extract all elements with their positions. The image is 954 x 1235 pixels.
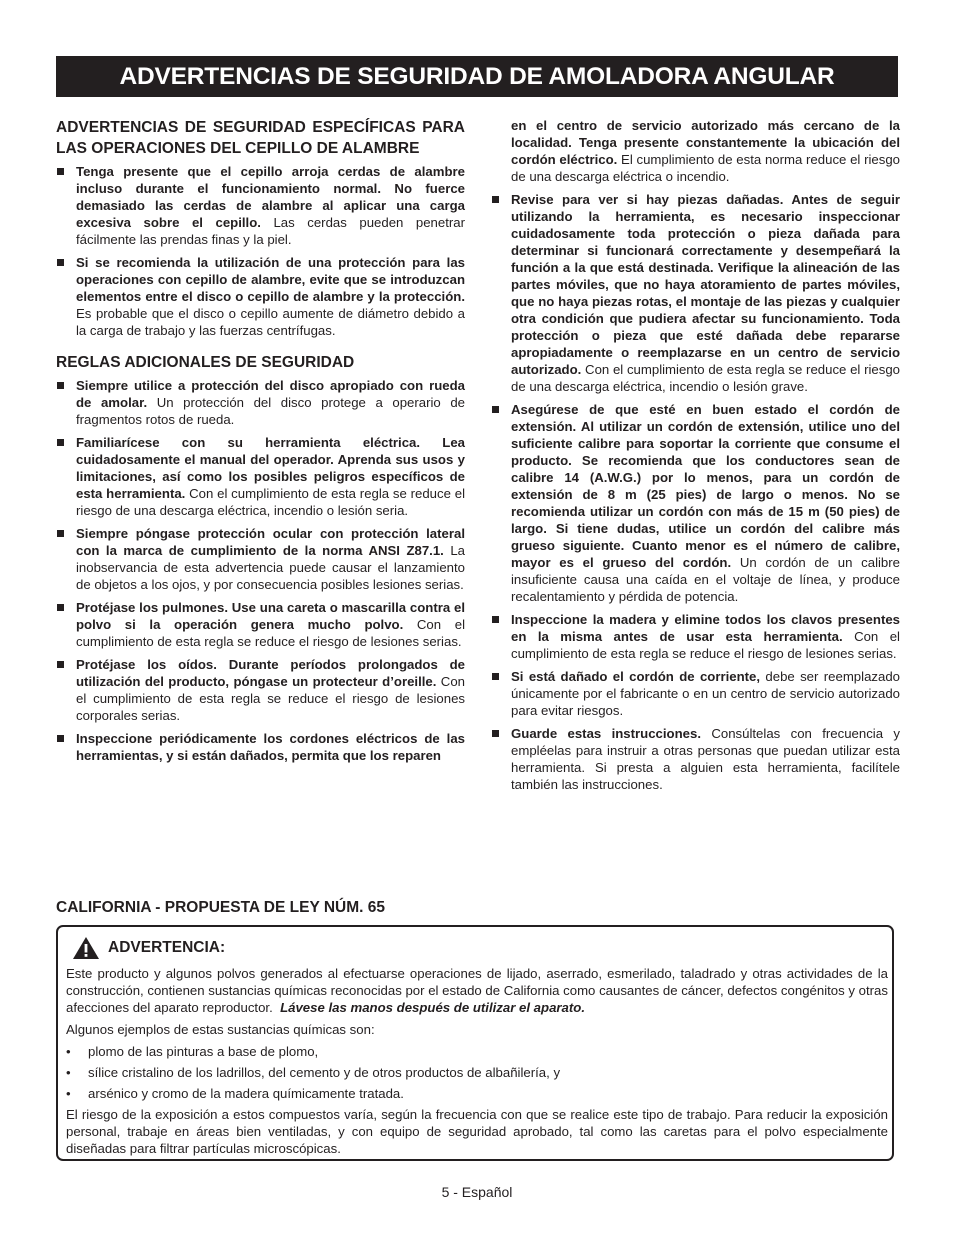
list-item: Siempre póngase protección ocular con protección lateral con la marca de cumplimiento de la norma ANSI Z87.1. La inobservancia de esta advertencia puede causar el lanzamiento de objetos a los ojos, y por consecuencia posibles lesiones serias. xyxy=(56,525,465,593)
list-item: Familiarícese con su herramienta eléctrica. Lea cuidadosamente el manual del operador. Aprenda sus usos y limitaciones, así como los posibles peligros específicos de esta herramienta. Con el cumplimiento de esta regla se reduce el riesgo de una descarga eléctrica, incendio o lesión seria. xyxy=(56,434,465,519)
wire-brush-heading: ADVERTENCIAS DE SEGURIDAD ESPECÍFICAS PARA LAS OPERACIONES DEL CEPILLO DE ALAMBRE xyxy=(56,119,465,157)
list-item: • sílice cristalino de los ladrillos, del cemento y de otros productos de albañilería, y xyxy=(66,1064,888,1081)
list-item: Revise para ver si hay piezas dañadas. Antes de seguir utilizando la herramienta, es necesario inspeccionar cuidadosamente toda protección o pieza dañada para determinar si funcionará correctamente y desempeñará la función a la que está destinada. Verifique la alineación de las partes móviles, que no haya atoramiento de partes móviles, que no haya piezas rotas, el montaje de las piezas y cualquier otra condición que pudiera afectar su funcionamiento. Toda protección o pieza que esté dañada debe repararse apropiadamente o reemplazarse en un centro de servicio autorizado. Con el cumplimiento de esta regla se reduce el riesgo de una descarga eléctrica, incendio o lesión grave. xyxy=(491,191,900,395)
warning-body xyxy=(66,965,888,1162)
california-heading: CALIFORNIA - PROPUESTA DE LEY NÚM. 65 xyxy=(56,899,385,916)
list-item: Protéjase los pulmones. Use una careta o mascarilla contra el polvo si la operación genera mucho polvo. Con el cumplimiento de esta regla se reduce el riesgo de lesiones serias. xyxy=(56,599,465,650)
list-item: Si está dañado el cordón de corriente, debe ser reemplazado únicamente por el fabricante o en un centro de servicio autorizado para evitar riesgos. xyxy=(491,668,900,719)
warning-triangle-icon xyxy=(72,936,100,960)
warning-box xyxy=(56,925,894,1161)
list-item: Asegúrese de que esté en buen estado el cordón de extensión. Al utilizar un cordón de extensión, utilice uno del suficiente calibre para soportar la corriente que consume el producto. Se recomienda que los conductores sean de calibre 14 (A.W.G.) por lo menos, para un cordón de extensión de 8 m (25 pies) de largo o menos. No se recomienda utilizar un cordón con más de 15 m (50 pies) de largo. Si tiene dudas, utilice un cordón del calibre más grueso siguiente. Cuanto menor es el número de calibre, mayor es el grueso del cordón. Un cordón de un calibre insuficiente causa una caída en el voltaje de línea, y produce recalentamiento y pérdida de potencia. xyxy=(491,401,900,605)
warning-emphasis: Lávese las manos después de utilizar el aparato. xyxy=(280,1000,585,1015)
list-item: • plomo de las pinturas a base de plomo, xyxy=(66,1043,888,1060)
bullet-square-icon xyxy=(57,439,64,446)
list-item: Siempre utilice a protección del disco apropiado con rueda de amolar. Un protección del disco protege a operario de fragmentos rotos de rueda. xyxy=(56,377,465,428)
bullet-square-icon xyxy=(57,735,64,742)
bullet-square-icon xyxy=(57,530,64,537)
bullet-square-icon xyxy=(492,730,499,737)
warning-label: ADVERTENCIA: xyxy=(108,939,226,956)
list-item: Guarde estas instrucciones. Consúltelas con frecuencia y empléelas para instruir a otras personas que puedan utilizar esta herramienta. Si presta a alguien esta herramienta, facilítele también las instrucciones. xyxy=(491,725,900,793)
list-item: Inspeccione periódicamente los cordones eléctricos de las herramientas, y si están dañados, permita que los reparen xyxy=(56,730,465,764)
list-item: • arsénico y cromo de la madera químicamente tratada. xyxy=(66,1085,888,1102)
page-title: ADVERTENCIAS DE SEGURIDAD DE AMOLADORA ANGULAR xyxy=(56,56,898,97)
warning-paragraph: Algunos ejemplos de estas sustancias químicas son: xyxy=(66,1022,375,1037)
list-item-continuation: en el centro de servicio autorizado más cercano de la localidad. Tenga presente constantemente la ubicación del cordón eléctrico. El cumplimiento de esta norma reduce el riesgo de una descarga eléctrica o incendio. xyxy=(511,118,900,184)
list-item: Protéjase los oídos. Durante períodos prolongados de utilización del producto, póngase un protecteur d’oreille. Con el cumplimiento de esta regla se reduce el riesgo de lesiones corporales serias. xyxy=(56,656,465,724)
bullet-square-icon xyxy=(57,604,64,611)
bullet-square-icon xyxy=(492,673,499,680)
list-item: Tenga presente que el cepillo arroja cerdas de alambre incluso durante el funcionamiento normal. No fuerce demasiado las cerdas de alambre al aplicar una carga excesiva sobre el cepillo. Las cerdas pueden penetrar fácilmente las prendas finas y la piel. xyxy=(56,163,465,248)
warning-title xyxy=(72,935,225,961)
bullet-square-icon xyxy=(57,661,64,668)
list-item: Si se recomienda la utilización de una protección para las operaciones con cepillo de alambre, evite que se introduzcan elementos entre el disco o cepillo de alambre y la protección. Es probable que el disco o cepillo aumente de diámetro debido a la carga de trabajo y las fuerzas centrífugas. xyxy=(56,254,465,339)
warning-paragraph: Este producto y algunos polvos generados al efectuarse operaciones de lijado, aserrado, esmerilado, taladrado y otras actividades de la construcción, contienen sustancias químicas reconocidas por el estado de California como causantes de cáncer, defectos congénitos y otras afecciones del aparato reproductor. Lávese las manos después de utilizar el aparato. xyxy=(66,966,888,1015)
list-item: Inspeccione la madera y elimine todos los clavos presentes en la misma antes de usar esta herramienta. Con el cumplimiento de esta regla se reduce el riesgo de lesiones serias. xyxy=(491,611,900,662)
bullet-square-icon xyxy=(492,406,499,413)
warning-paragraph: El riesgo de la exposición a estos compuestos varía, según la frecuencia con que se realice este tipo de trabajo. Para reducir la exposición personal, trabaje en áreas bien ventiladas, y con equipo de seguridad aprobado, tal como las caretas para el polvo especialmente diseñadas para filtrar partículas microscópicas. xyxy=(66,1107,888,1156)
left-column xyxy=(56,117,465,770)
bullet-square-icon xyxy=(57,382,64,389)
bullet-square-icon xyxy=(57,259,64,266)
bullet-square-icon xyxy=(492,196,499,203)
right-column xyxy=(491,117,900,799)
bullet-square-icon xyxy=(57,168,64,175)
page-number: 5 - Español xyxy=(441,1184,513,1200)
bullet-square-icon xyxy=(492,616,499,623)
additional-rules-heading: REGLAS ADICIONALES DE SEGURIDAD xyxy=(56,354,355,371)
